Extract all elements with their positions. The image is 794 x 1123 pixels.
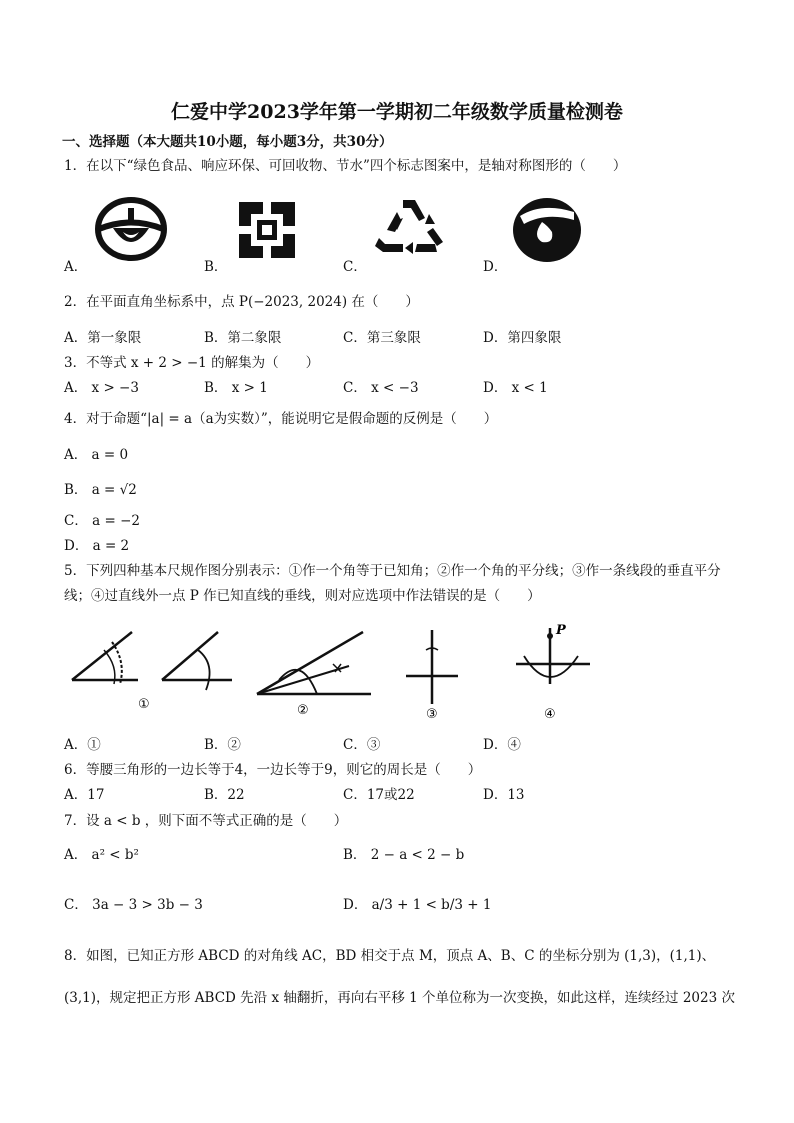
question-6-option-c[interactable]: C．17或22 bbox=[343, 787, 415, 803]
construction-figure-3 bbox=[402, 628, 462, 720]
question-1-option-b[interactable]: B． bbox=[204, 259, 228, 275]
question-7-stem: 7．设 a < b ，则下面不等式正确的是（ ） bbox=[64, 813, 348, 829]
water-saving-logo bbox=[512, 196, 582, 264]
question-7-option-d[interactable]: D． a/3 + 1 < b/3 + 1 bbox=[343, 897, 492, 913]
question-4-option-c[interactable]: C． a = −2 bbox=[64, 513, 140, 529]
question-7-option-b[interactable]: B． 2 − a < 2 − b bbox=[343, 847, 465, 863]
question-5-stem-line1: 5．下列四种基本尺规作图分别表示：①作一个角等于已知角；②作一个角的平分线；③作一条线段的垂直平分 bbox=[64, 563, 721, 579]
question-2-option-c[interactable]: C．第三象限 bbox=[343, 330, 421, 346]
figure-1-label: ① bbox=[138, 697, 150, 712]
recycle-logo bbox=[373, 194, 447, 256]
question-5-option-b[interactable]: B．② bbox=[204, 737, 241, 753]
figure-2-label: ② bbox=[297, 703, 309, 718]
question-2-option-a[interactable]: A．第一象限 bbox=[64, 330, 142, 346]
page-title: 仁爱中学2023学年第一学期初二年级数学质量检测卷 bbox=[171, 101, 623, 123]
question-2-stem: 2．在平面直角坐标系中，点 P(−2023, 2024) 在（ ） bbox=[64, 294, 419, 310]
question-1-option-d[interactable]: D． bbox=[483, 259, 508, 275]
question-3-option-b[interactable]: B． x > 1 bbox=[204, 380, 268, 396]
question-3-option-d[interactable]: D． x < 1 bbox=[483, 380, 548, 396]
construction-figure-4 bbox=[510, 622, 595, 720]
question-5-stem-line2: 线；④过直线外一点 P 作已知直线的垂线，则对应选项中作法错误的是（ ） bbox=[64, 588, 541, 604]
question-1-stem: 1．在以下“绿色食品、响应环保、可回收物、节水”四个标志图案中，是轴对称图形的（ ） bbox=[64, 158, 627, 174]
question-7-option-a[interactable]: A． a² < b² bbox=[64, 847, 139, 863]
question-4-option-b[interactable]: B． a = √2 bbox=[64, 482, 137, 498]
question-7-option-c[interactable]: C． 3a − 3 > 3b − 3 bbox=[64, 897, 203, 913]
question-5-option-c[interactable]: C．③ bbox=[343, 737, 381, 753]
green-food-logo bbox=[95, 198, 167, 260]
construction-figure-2 bbox=[255, 628, 375, 718]
figure-3-label: ③ bbox=[426, 707, 438, 722]
question-1-option-c[interactable]: C． bbox=[343, 259, 367, 275]
question-8-line1: 8．如图，已知正方形 ABCD 的对角线 AC，BD 相交于点 M，顶点 A、B、C 的坐标分别为 (1,3)，(1,1)、 bbox=[64, 948, 716, 964]
figure-4-label: ④ bbox=[544, 707, 556, 722]
question-4-option-d[interactable]: D． a = 2 bbox=[64, 538, 130, 554]
question-4-option-a[interactable]: A． a = 0 bbox=[64, 447, 129, 463]
question-3-option-c[interactable]: C． x < −3 bbox=[343, 380, 419, 396]
section-heading: 一、选择题（本大题共10小题，每小题3分，共30分） bbox=[62, 134, 393, 150]
question-6-stem: 6．等腰三角形的一边长等于4，一边长等于9，则它的周长是（ ） bbox=[64, 762, 482, 778]
question-8-line2: (3,1)，规定把正方形 ABCD 先沿 x 轴翻折，再向右平移 1 个单位称为一次变换，如此这样，连续经过 2023 次 bbox=[64, 990, 735, 1006]
question-6-option-d[interactable]: D．13 bbox=[483, 787, 525, 803]
question-4-stem: 4．对于命题“|a| = a（a为实数）”，能说明它是假命题的反例是（ ） bbox=[64, 411, 498, 427]
question-3-option-a[interactable]: A． x > −3 bbox=[64, 380, 139, 396]
question-6-option-a[interactable]: A．17 bbox=[64, 787, 105, 803]
question-2-option-b[interactable]: B．第二象限 bbox=[204, 330, 282, 346]
question-5-option-a[interactable]: A．① bbox=[64, 737, 101, 753]
question-3-stem: 3．不等式 x + 2 > −1 的解集为（ ） bbox=[64, 355, 320, 371]
question-6-option-b[interactable]: B．22 bbox=[204, 787, 245, 803]
question-2-option-d[interactable]: D．第四象限 bbox=[483, 330, 562, 346]
construction-figure-1 bbox=[70, 628, 240, 710]
question-5-option-d[interactable]: D．④ bbox=[483, 737, 521, 753]
point-p-label: P bbox=[556, 623, 566, 638]
eco-logo bbox=[237, 200, 297, 260]
question-1-option-a[interactable]: A． bbox=[64, 259, 88, 275]
